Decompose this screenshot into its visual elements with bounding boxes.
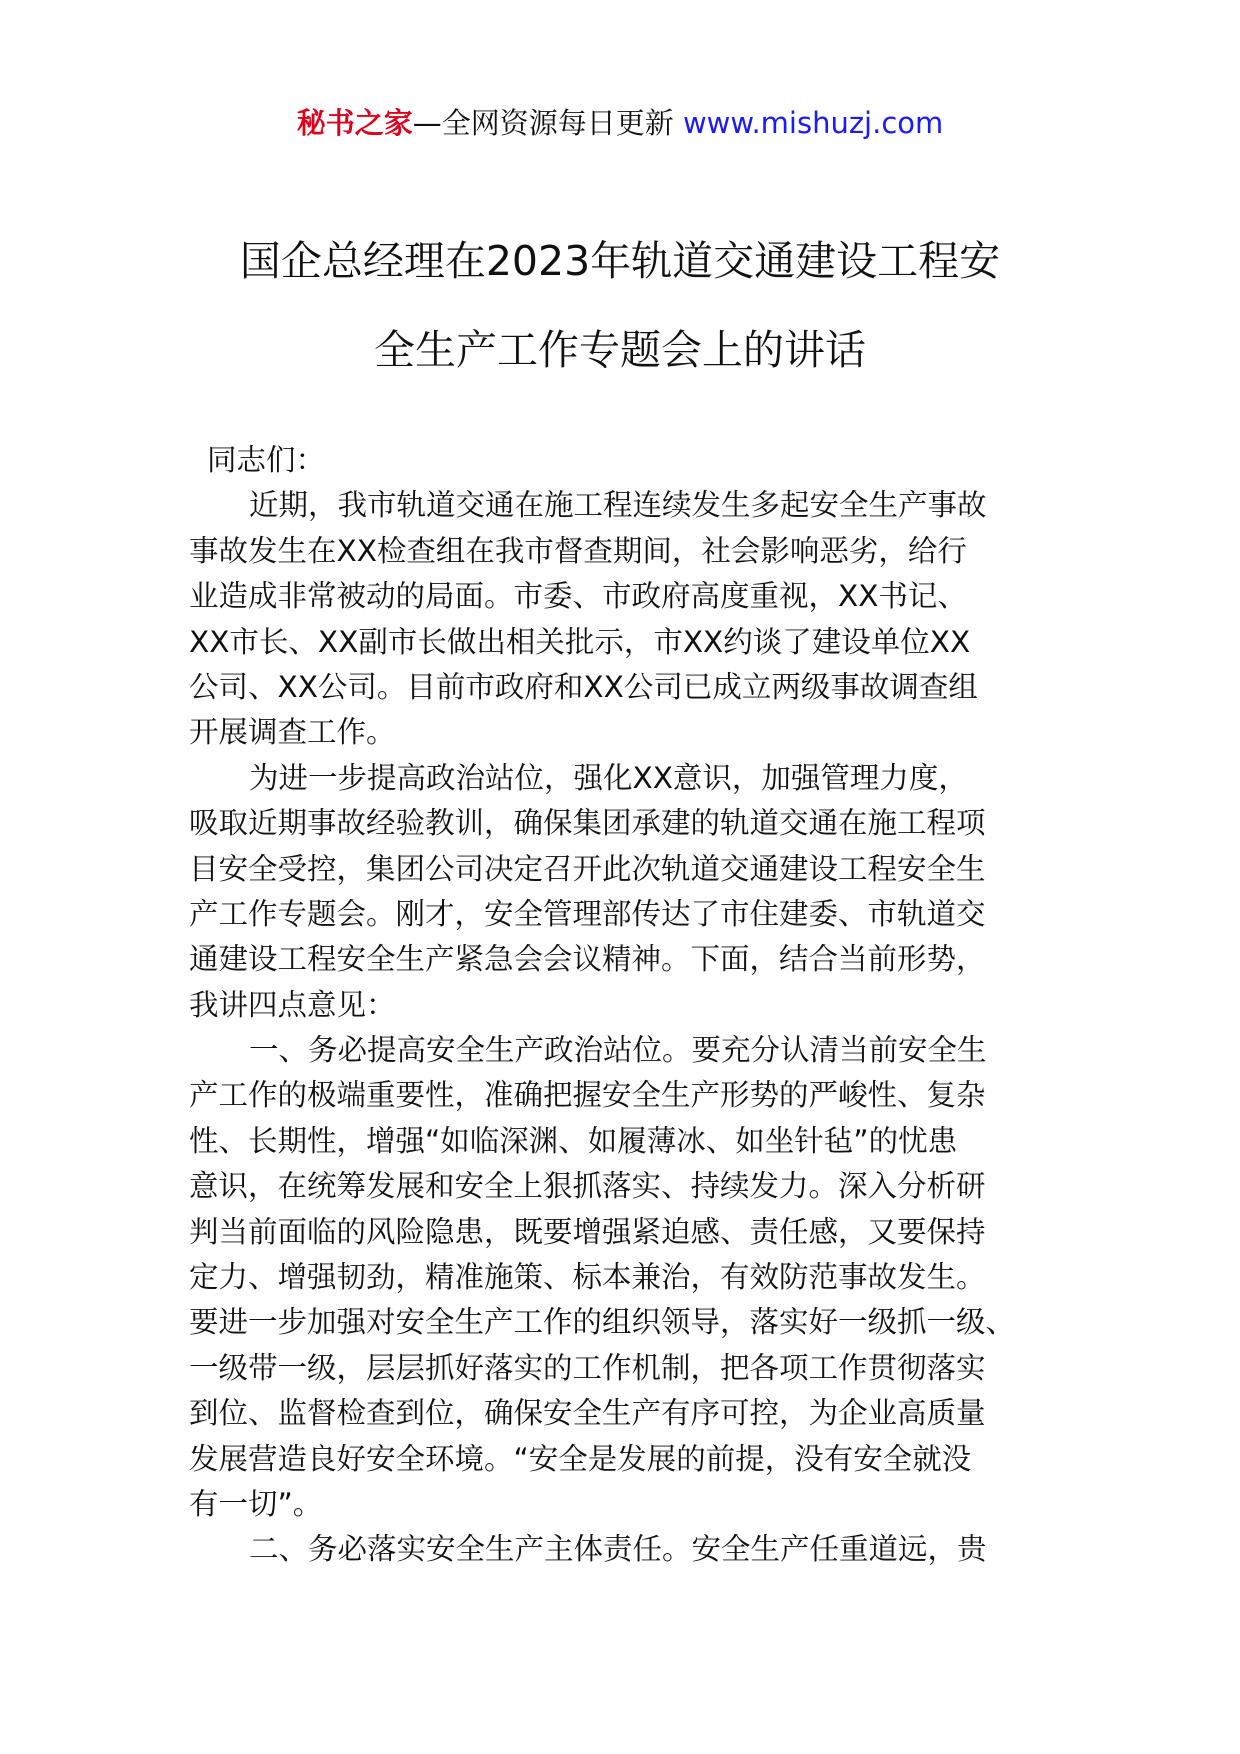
document-title-line-1: 国企总经理在2023年轨道交通建设工程安 (239, 237, 1001, 285)
paragraph-line: XX市长、XX副市长做出相关批示，市XX约谈了建设单位XX (189, 624, 971, 659)
salutation: 同志们： (207, 443, 326, 477)
paragraph-line: 判当前面临的风险隐患，既要增强紧迫感、责任感，又要保持 (189, 1214, 986, 1249)
paragraph-line: 一、务必提高安全生产政治站位。要充分认清当前安全生 (249, 1033, 987, 1068)
paragraph-line: 吸取近期事故经验教训，确保集团承建的轨道交通在施工程项 (189, 806, 986, 841)
site-url-link[interactable]: www.mishuzj.com (682, 106, 944, 140)
document-title-line-2: 全生产工作专题会上的讲话 (374, 326, 866, 374)
paragraph-line: 有一切”。 (189, 1486, 323, 1521)
paragraph-line: 通建设工程安全生产紧急会会议精神。下面，结合当前形势， (189, 942, 986, 977)
paragraph-line: 公司、XX公司。目前市政府和XX公司已成立两级事故调查组 (189, 669, 978, 704)
paragraph-line: 意识，在统筹发展和安全上狠抓落实、持续发力。深入分析研 (189, 1169, 986, 1204)
paragraph-line: 开展调查工作。 (189, 715, 396, 750)
paragraph-line: 近期，我市轨道交通在施工程连续发生多起安全生产事故 (249, 488, 987, 523)
paragraph-line: 产工作的极端重要性，准确把握安全生产形势的严峻性、复杂 (189, 1078, 986, 1113)
paragraph-line: 要进一步加强对安全生产工作的组织领导，落实好一级抓一级、 (189, 1305, 1016, 1340)
paragraph-line: 目安全受控，集团公司决定召开此次轨道交通建设工程安全生 (189, 851, 986, 886)
paragraph-line: 性、长期性，增强“如临深渊、如履薄冰、如坐针毡”的忧患 (189, 1123, 958, 1158)
paragraph-line: 我讲四点意见： (189, 987, 396, 1022)
paragraph-line: 产工作专题会。刚才，安全管理部传达了市住建委、市轨道交 (189, 896, 986, 931)
paragraph-line: 事故发生在XX检查组在我市督查期间，社会影响恶劣，给行 (189, 533, 967, 568)
site-brand-name: 秘书之家 (296, 106, 413, 140)
paragraph-line: 发展营造良好安全环境。“安全是发展的前提，没有安全就没 (189, 1441, 972, 1476)
paragraph-line: 一级带一级，层层抓好落实的工作机制，把各项工作贯彻落实 (189, 1350, 986, 1385)
paragraph-line: 到位、监督检查到位，确保安全生产有序可控，为企业高质量 (189, 1396, 986, 1431)
paragraph-line: 业造成非常被动的局面。市委、市政府高度重视，XX书记、 (189, 579, 967, 614)
site-tagline: —全网资源每日更新 (412, 106, 683, 140)
document-body (189, 438, 1069, 1573)
site-banner (0, 103, 1240, 143)
paragraph-line: 二、务必落实安全生产主体责任。安全生产任重道远，贵 (249, 1532, 987, 1567)
paragraph-line: 为进一步提高政治站位，强化XX意识，加强管理力度， (249, 760, 968, 795)
paragraph-line: 定力、增强韧劲，精准施策、标本兼治，有效防范事故发生。 (189, 1260, 986, 1295)
